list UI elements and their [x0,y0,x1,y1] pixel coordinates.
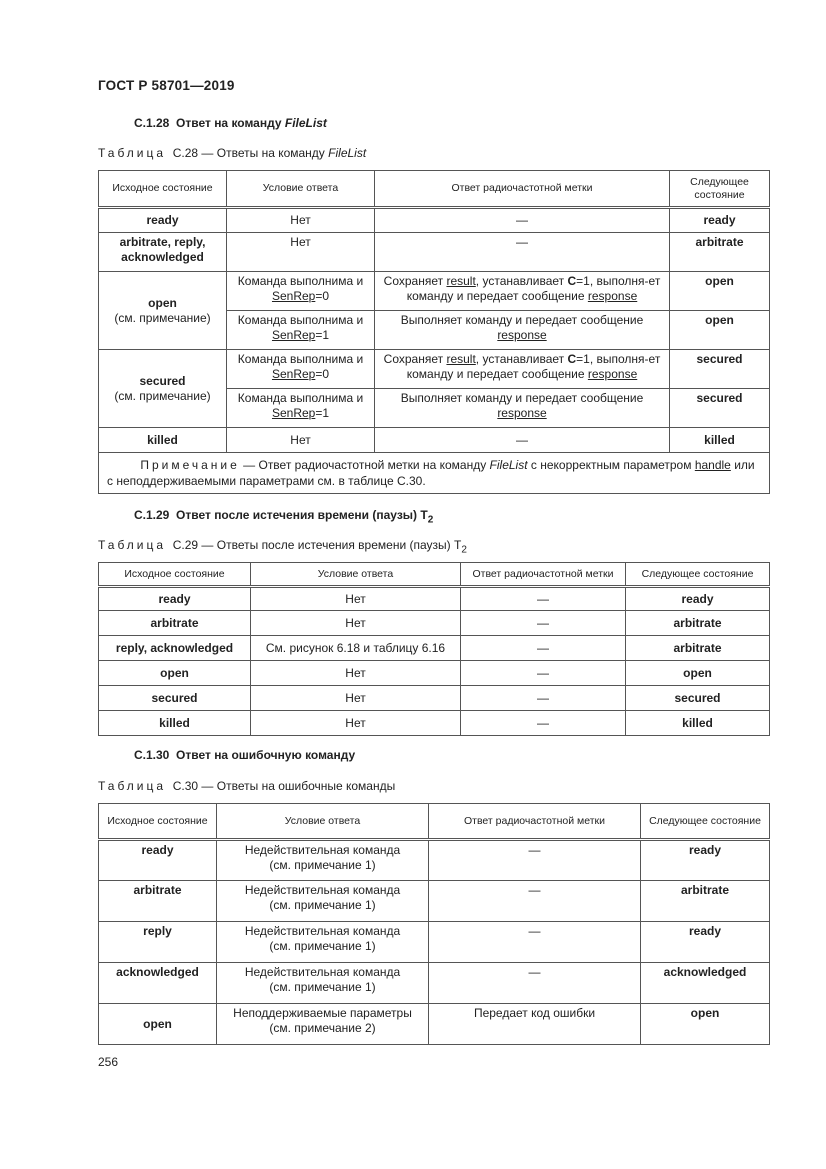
param-name: SenRep [271,289,316,303]
table-row [99,233,770,272]
message-name: response [587,289,638,303]
page-number: 256 [98,1055,119,1069]
table-header-row [99,171,770,208]
table-caption-c30 [98,779,395,793]
table-c28 [98,170,770,494]
table-row [99,208,770,233]
section-number: С.1.28 [134,116,170,130]
param-name: SenRep [271,406,316,420]
state-cell: open [99,661,251,686]
next-state-cell: open [670,272,770,311]
table-note: Примечание — Ответ радиочастотной метки на команду FileList с некорректным параметром handle или с неподдерживаемыми параметрами см. в таблице С.30. [99,453,770,494]
next-state-cell: arbitrate [626,636,770,661]
next-state-cell: ready [641,922,770,963]
next-state-cell: secured [626,686,770,711]
header-cell: Условие ответа [217,804,429,840]
next-state-cell: arbitrate [626,611,770,636]
section-number: С.1.30 [134,748,170,762]
caption-text: — Ответы после истечения времени (паузы) T [198,538,462,552]
state-cell: reply, acknowledged [99,636,251,661]
section-heading-c129: С.1.29 Ответ после истечения времени (паузы) $T_2$ [134,508,434,526]
response-cell: — [461,661,626,686]
next-state-cell: arbitrate [641,881,770,922]
next-state-cell: ready [641,840,770,881]
state-cell: reply [99,922,217,963]
next-state-cell: secured [670,389,770,428]
header-cell: Следующее состояние [626,563,770,587]
response-cell: Выполняет команду и передает сообщение response [375,389,670,428]
section-title: Ответ на ошибочную команду [176,748,356,762]
table-row [99,881,770,922]
response-cell: — [429,963,641,1004]
response-cell: Передает код ошибки [429,1004,641,1045]
next-state-cell: secured [670,350,770,389]
header-cell: Ответ радиочастотной метки [375,171,670,208]
param-name: result [446,352,476,366]
next-state-cell: arbitrate [670,233,770,272]
header-cell: Исходное состояние [99,171,227,208]
table-c29 [98,562,770,736]
state-cell: ready [99,840,217,881]
table-row [99,272,770,311]
header-cell: Следующее состояние [670,171,770,208]
table-c30 [98,803,770,1045]
state-value: secured [139,373,186,388]
table-row [99,428,770,453]
response-cell: — [375,233,670,272]
note-word: Примечание [140,458,240,472]
condition-cell: Недействительная команда (см. примечание 1) [217,963,429,1004]
header-cell: Условие ответа [227,171,375,208]
response-cell: — [429,922,641,963]
note-param: handle [694,458,731,472]
response-cell: — [461,611,626,636]
section-heading-c130 [134,748,355,762]
caption-command: FileList [328,146,367,160]
condition-cell: Неподдерживаемые параметры (см. примечание 2) [217,1004,429,1045]
state-cell: ready [99,587,251,611]
caption-word: Таблица [98,146,167,160]
next-state-cell: killed [670,428,770,453]
state-cell: open [99,1004,217,1045]
table-row [99,963,770,1004]
message-name: response [587,367,638,381]
next-state-cell: killed [626,711,770,736]
table-row [99,350,770,389]
state-cell: killed [99,711,251,736]
state-cell [99,272,227,350]
condition-cell: Нет [227,233,375,272]
next-state-cell: ready [626,587,770,611]
table-header-row [99,563,770,587]
table-row [99,587,770,611]
header-cell: Ответ радиочастотной метки [461,563,626,587]
note-command: FileList [489,458,528,472]
state-cell: secured [99,686,251,711]
caption-word: Таблица [98,779,167,793]
next-state-cell: acknowledged [641,963,770,1004]
condition-cell: Команда выполнима и SenRep=1 [227,389,375,428]
state-note: (см. примечание) [114,388,211,403]
condition-cell: Нет [227,428,375,453]
response-cell: — [461,587,626,611]
header-cell: Условие ответа [251,563,461,587]
state-value: open [148,295,177,310]
state-cell: arbitrate, reply, acknowledged [99,233,227,272]
header-cell: Исходное состояние [99,563,251,587]
state-cell: killed [99,428,227,453]
response-cell: Выполняет команду и передает сообщение response [375,311,670,350]
next-state-cell: ready [670,208,770,233]
table-row [99,840,770,881]
state-cell: acknowledged [99,963,217,1004]
section-title: Ответ после истечения времени (паузы) T [176,508,428,522]
condition-cell: Недействительная команда (см. примечание 1) [217,922,429,963]
condition-cell: Нет [251,711,461,736]
condition-cell: Нет [251,661,461,686]
caption-number: С.28 [172,146,199,160]
param-name: result [446,274,476,288]
response-cell: — [461,686,626,711]
table-caption-c28 [98,146,366,160]
state-cell: ready [99,208,227,233]
caption-number: С.29 [172,538,199,552]
caption-text: — Ответы на команду [198,146,329,160]
condition-cell: Команда выполнима и SenRep=0 [227,272,375,311]
table-row [99,686,770,711]
condition-cell: Недействительная команда (см. примечание 1) [217,840,429,881]
state-cell [99,350,227,428]
table-header-row [99,804,770,840]
table-row [99,636,770,661]
param-name: SenRep [271,367,316,381]
response-cell: Сохраняет result, устанавливает C=1, выполня-ет команду и передает сообщение response [375,350,670,389]
table-row [99,711,770,736]
condition-cell: Нет [227,208,375,233]
condition-cell: Нет [251,587,461,611]
table-row [99,661,770,686]
condition-cell: Недействительная команда (см. примечание 1) [217,881,429,922]
param-name: SenRep [271,328,316,342]
state-cell: arbitrate [99,881,217,922]
condition-cell: Нет [251,686,461,711]
caption-number: С.30 [172,779,199,793]
condition-cell: Команда выполнима и SenRep=1 [227,311,375,350]
response-cell: Сохраняет result, устанавливает C=1, выполня-ет команду и передает сообщение response [375,272,670,311]
table-note-row [99,453,770,494]
response-cell: — [429,840,641,881]
table-row [99,1004,770,1045]
header-cell: Ответ радиочастотной метки [429,804,641,840]
message-name: response [497,328,547,342]
section-number: С.1.29 [134,508,170,522]
next-state-cell: open [670,311,770,350]
header-cell: Исходное состояние [99,804,217,840]
response-cell: — [375,208,670,233]
state-note: (см. примечание) [114,310,211,325]
response-cell: — [461,711,626,736]
caption-word: Таблица [98,538,167,552]
condition-cell: См. рисунок 6.18 и таблицу 6.16 [251,636,461,661]
next-state-cell: open [626,661,770,686]
table-row [99,611,770,636]
table-caption-c29: Таблица С.29 — Ответы после истечения времени (паузы) $T_2$ [98,538,467,556]
section-heading-c128 [134,116,327,130]
header-cell: Следующее состояние [641,804,770,840]
condition-cell: Нет [251,611,461,636]
command-name: FileList [284,116,327,130]
response-cell: — [375,428,670,453]
next-state-cell: open [641,1004,770,1045]
response-cell: — [429,881,641,922]
state-cell: arbitrate [99,611,251,636]
condition-cell: Команда выполнима и SenRep=0 [227,350,375,389]
section-title: Ответ на команду [176,116,285,130]
message-name: response [497,406,547,420]
response-cell: — [461,636,626,661]
table-row [99,922,770,963]
document-title: ГОСТ Р 58701—2019 [98,78,235,93]
caption-text: — Ответы на ошибочные команды [198,779,396,793]
